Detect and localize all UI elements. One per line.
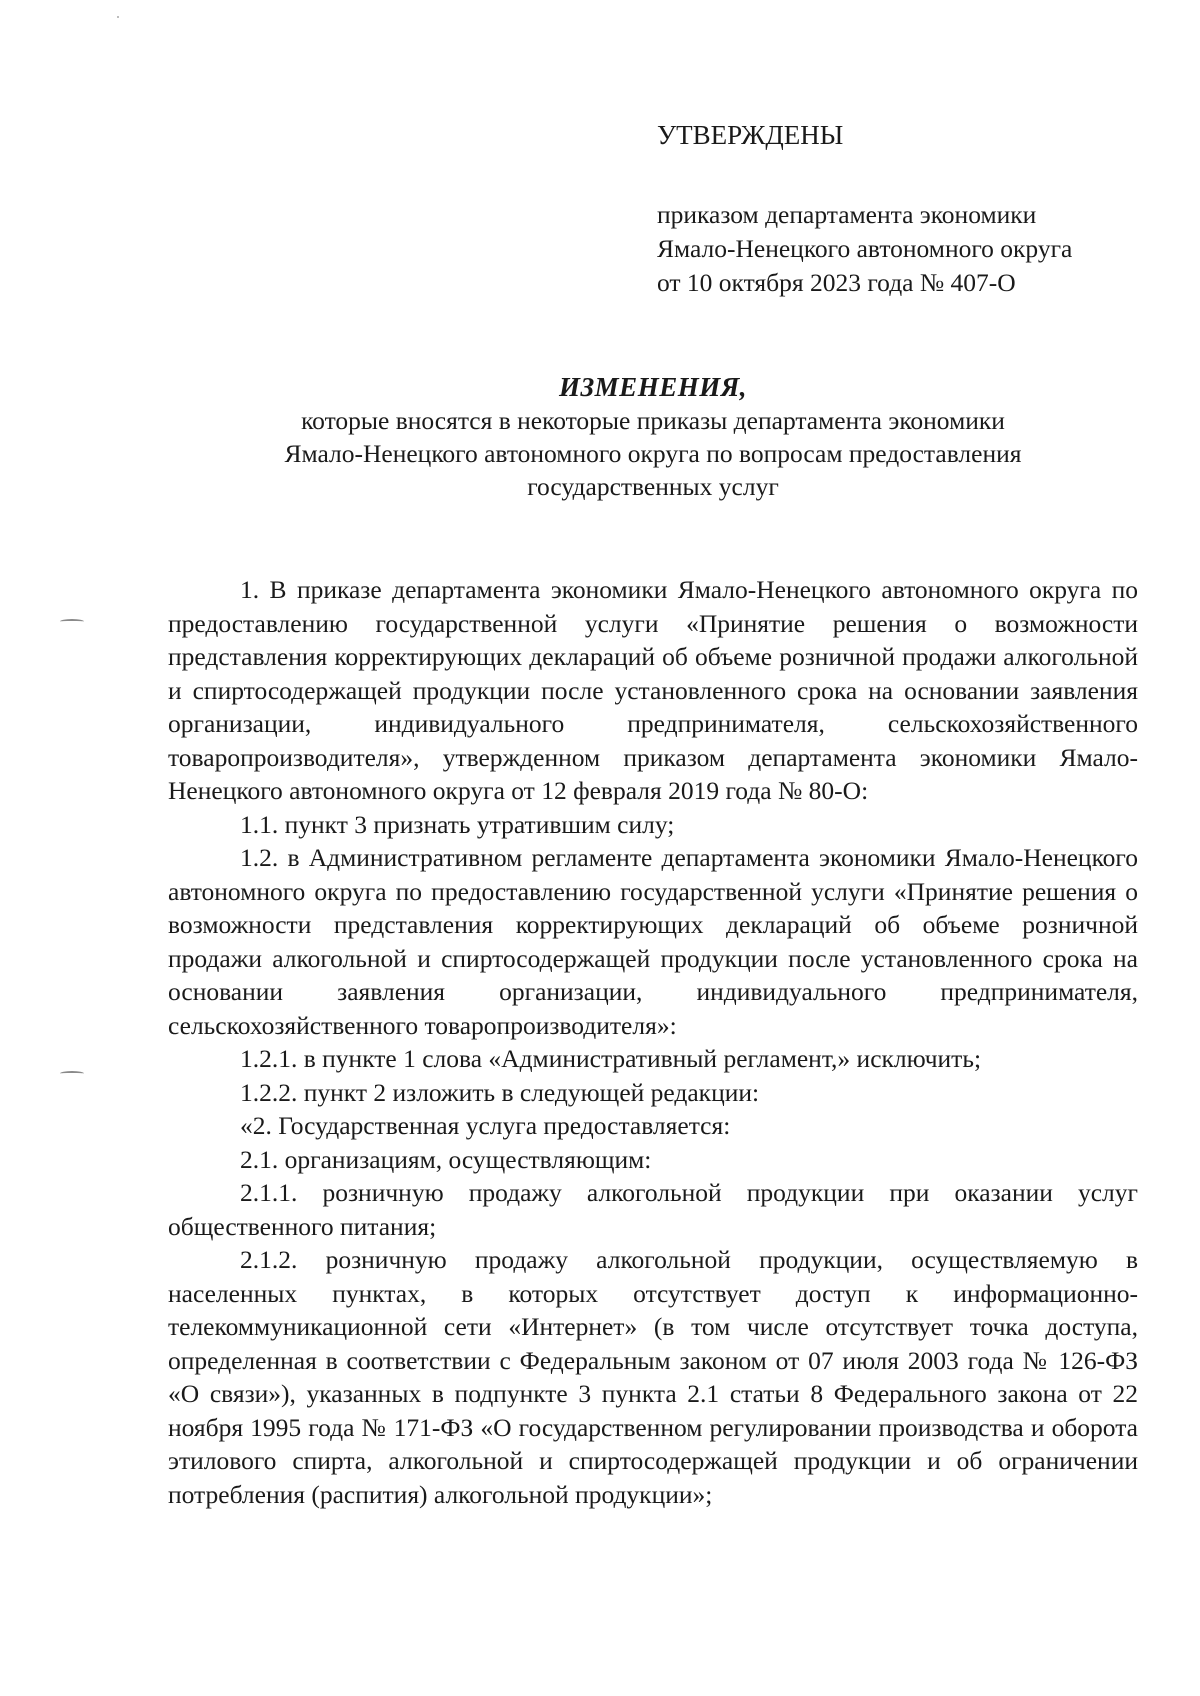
paragraph: 1.1. пункт 3 признать утратившим силу;	[240, 809, 675, 839]
paragraph: 1. В приказе департамента экономики Ямало-Ненецкого автономного округа по предоставлению государственной услуги «Принятие решения о возможности представления корректирующих деклараций об объеме розничной продажи алкогольной и спиртосодержащей продукции после установленного срока на основании заявления организации, индивидуального предпринимателя, сельскохозяйственного товаропроизводителя», утвержденном приказом департамента экономики Ямало-Ненецкого автономного округа от 12 февраля 2019 года № 80-О:	[168, 575, 1138, 805]
paragraph: «2. Государственная услуга предоставляется:	[240, 1111, 731, 1140]
approval-stamp-block	[657, 118, 1157, 300]
document-subtitle-line: которые вносятся в некоторые приказы департамента экономики	[301, 406, 1005, 435]
approval-line: Ямало-Ненецкого автономного округа	[657, 234, 1073, 263]
document-title: ИЗМЕНЕНИЯ,	[558, 372, 748, 402]
margin-mark	[60, 1071, 84, 1076]
paragraph: 1.2. в Административном регламенте департамента экономики Ямало-Ненецкого автономного округа по предоставлению государственной услуги «Принятие решения о возможности представления корректирующих деклараций об объеме розничной продажи алкогольной и спиртосодержащей продукции после установленного срока на основании заявления организации, индивидуального предпринимателя, сельскохозяйственного товаропроизводителя»:	[168, 843, 1138, 1040]
document-body	[168, 573, 1138, 1511]
document-title-block	[168, 371, 1138, 503]
margin-mark	[60, 619, 84, 624]
paragraph: 2.1.1. розничную продажу алкогольной продукции при оказании услуг общественного питания;	[168, 1178, 1138, 1241]
approval-line: от 10 октября 2023 года № 407-О	[657, 268, 1016, 297]
paragraph: 1.2.1. в пункте 1 слова «Административный регламент,» исключить;	[240, 1044, 982, 1073]
document-subtitle-line: государственных услуг	[527, 472, 779, 501]
paragraph: 2.1. организациям, осуществляющим:	[240, 1144, 652, 1174]
approval-heading: УТВЕРЖДЕНЫ	[657, 120, 844, 150]
scan-speck	[117, 16, 119, 18]
approval-line: приказом департамента экономики	[657, 200, 1037, 229]
paragraph: 2.1.2. розничную продажу алкогольной продукции, осуществляемую в населенных пунктах, в которых отсутствует доступ к информационно-телекоммуникационной сети «Интернет» (в том числе отсутствует точка доступа, определенная в соответствии с Федеральным законом от 07 июля 2003 года № 126-ФЗ «О связи»), указанных в подпункте 3 пункта 2.1 статьи 8 Федерального закона от 22 ноября 1995 года № 171-ФЗ «О государственном регулировании производства и оборота этилового спирта, алкогольной и спиртосодержащей продукции и об ограничении потребления (распития) алкогольной продукции»;	[168, 1245, 1138, 1509]
document-subtitle-line: Ямало-Ненецкого автономного округа по вопросам предоставления	[284, 439, 1022, 468]
paragraph: 1.2.2. пункт 2 изложить в следующей редакции:	[240, 1077, 760, 1107]
